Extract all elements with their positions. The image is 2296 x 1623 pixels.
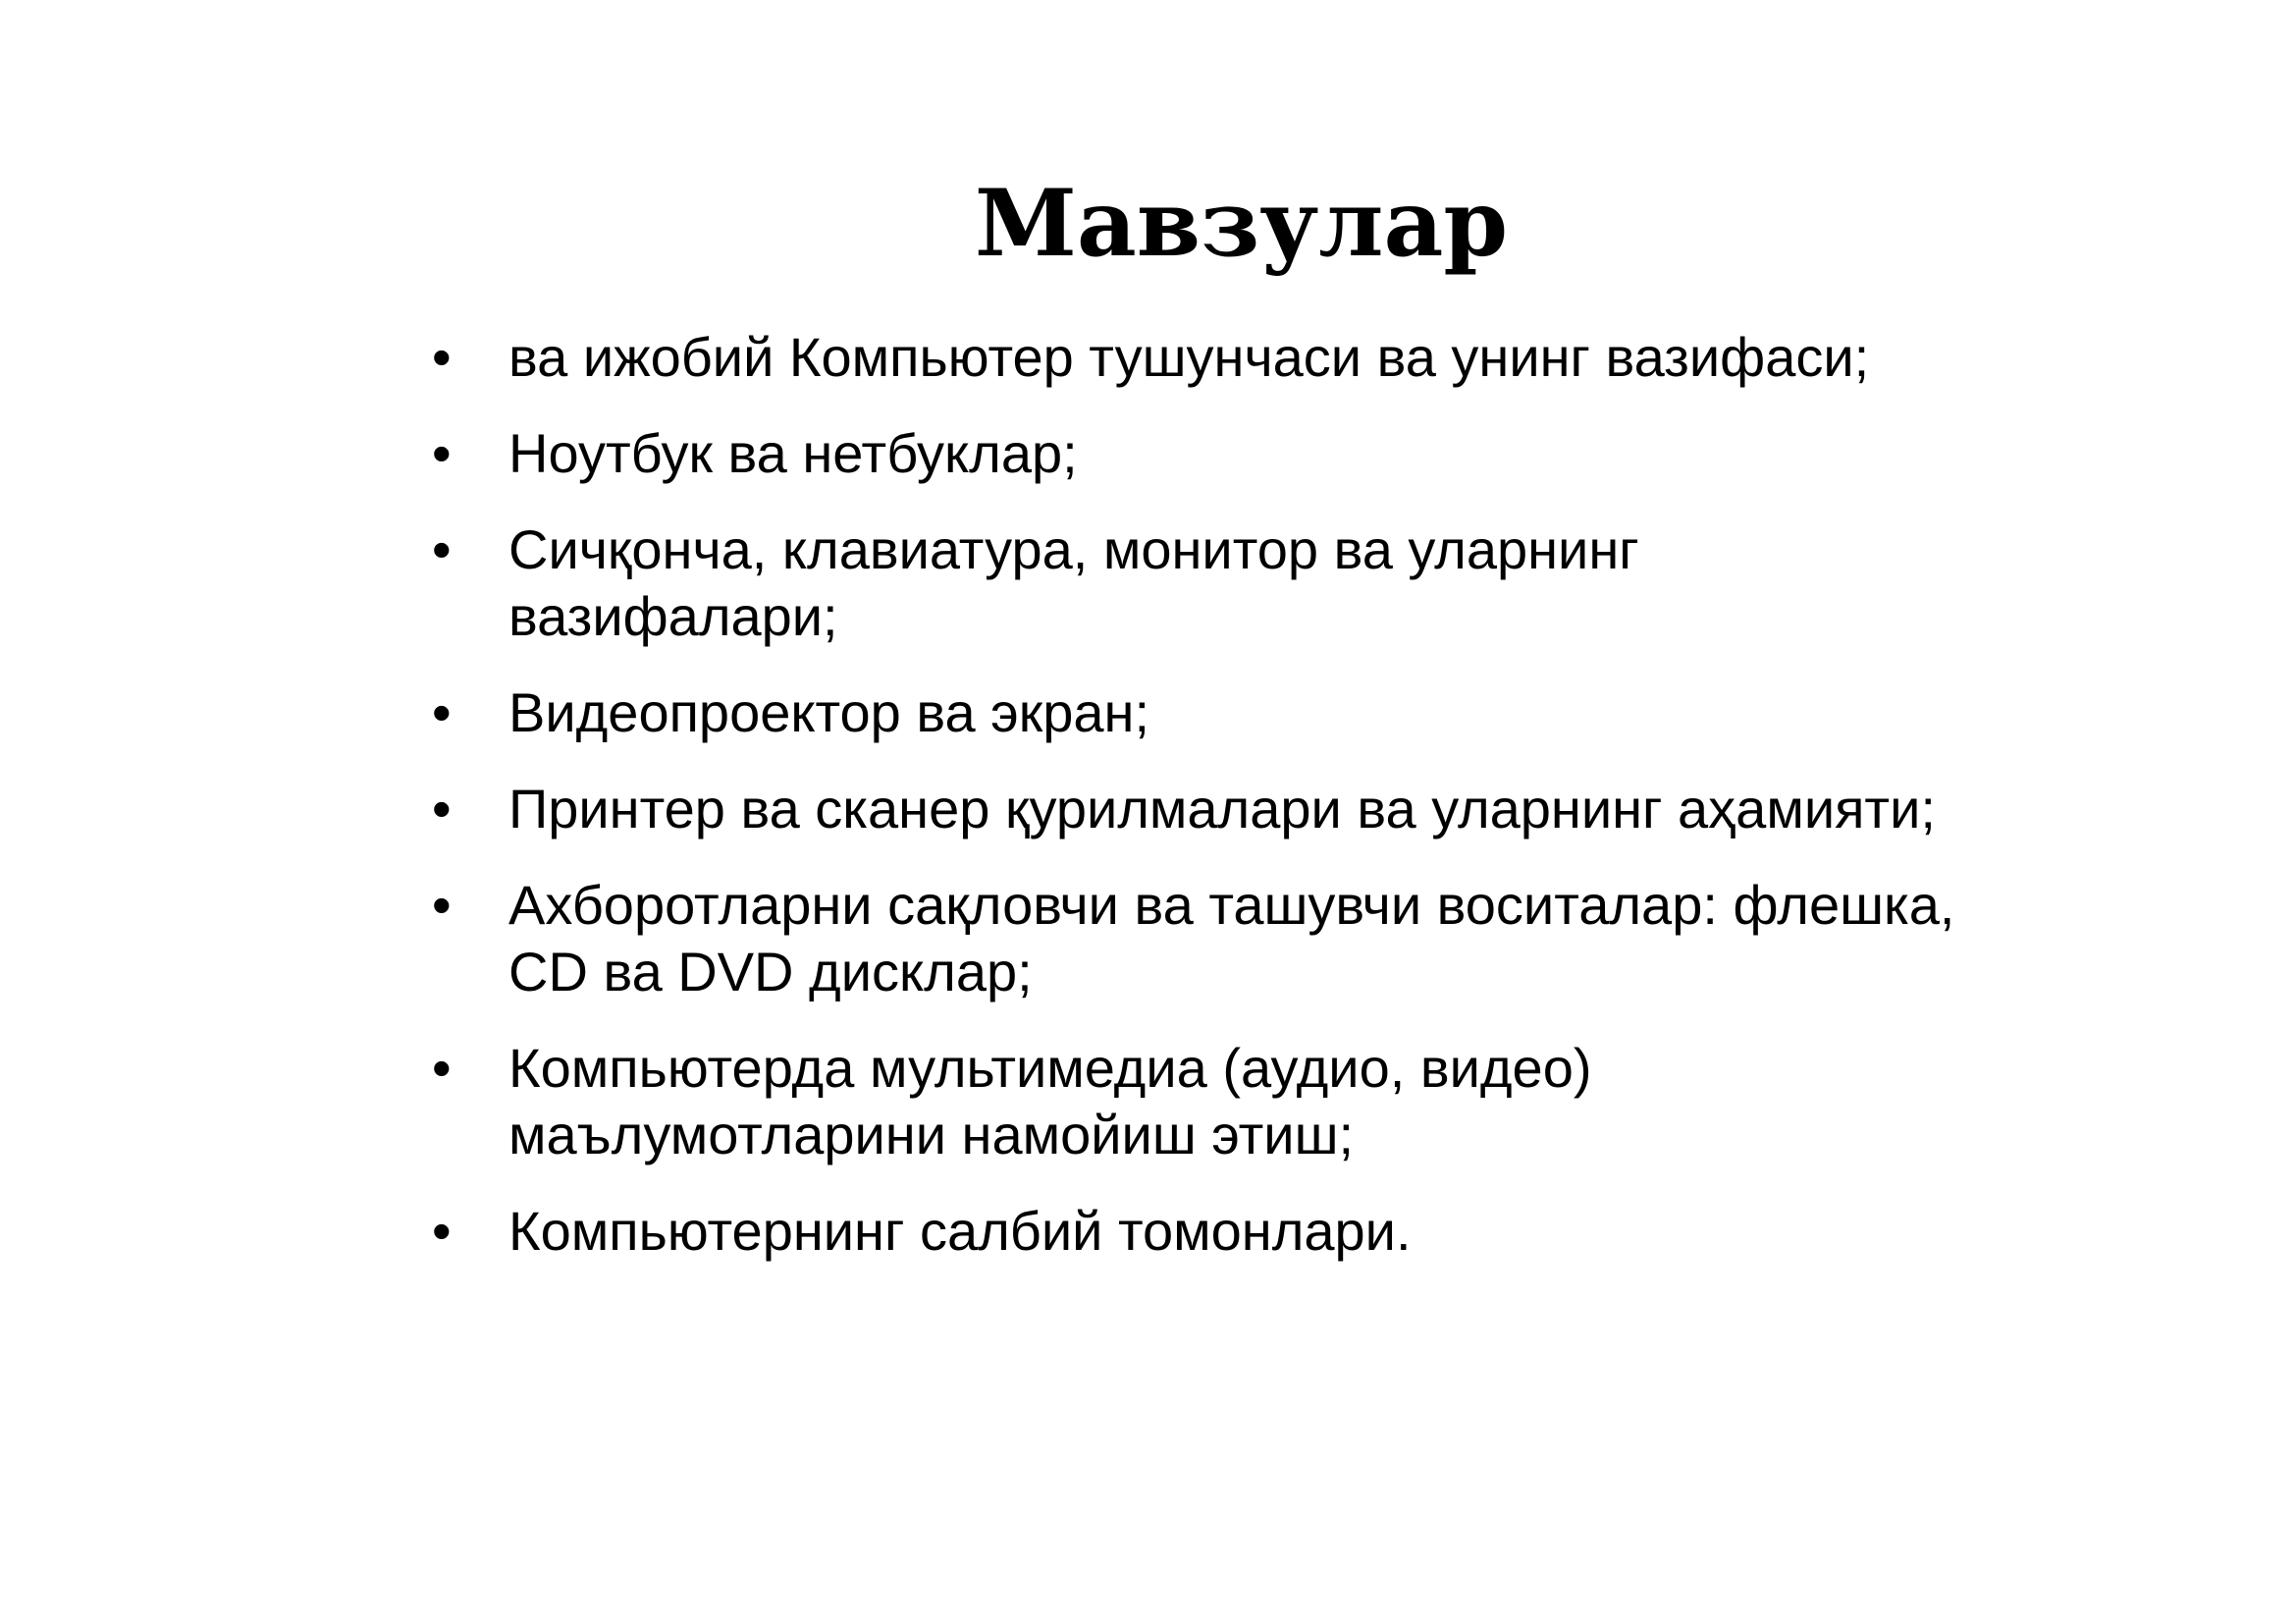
slide-title: Мавзулар	[974, 170, 1509, 278]
bullet-icon: •	[432, 874, 452, 936]
topic-item-3	[432, 516, 1963, 650]
bullet-icon: •	[432, 326, 452, 388]
topic-text: Сичқонча, клавиатура, монитор ва уларнинг вазифалари;	[508, 518, 1639, 647]
topic-text: Ахборотларни сақловчи ва ташувчи воситалар: флешка, CD ва DVD дисклар;	[508, 874, 1955, 1002]
topic-text: Видеопроектор ва экран;	[508, 681, 1150, 743]
topic-item-2	[432, 420, 1963, 487]
topic-item-1	[432, 324, 1963, 391]
topic-item-7	[432, 1035, 1963, 1168]
bullet-icon: •	[432, 681, 452, 743]
bullet-icon: •	[432, 422, 452, 484]
topic-text: Принтер ва сканер қурилмалари ва уларнинг аҳамияти;	[508, 778, 1936, 839]
bullet-icon: •	[432, 1037, 452, 1099]
topic-item-4	[432, 679, 1963, 746]
bullet-icon: •	[432, 518, 452, 580]
topic-text: ва ижобий Компьютер тушунчаси ва унинг вазифаси;	[508, 326, 1870, 388]
topic-text: Компьютернинг салбий томонлари.	[508, 1200, 1412, 1262]
topic-text: Компьютерда мультимедиа (аудио, видео) маълумотларини намойиш этиш;	[508, 1037, 1592, 1165]
topic-text: Ноутбук ва нетбуклар;	[508, 422, 1078, 484]
topic-item-5	[432, 776, 1963, 842]
topic-item-8	[432, 1198, 1963, 1265]
topic-list	[432, 324, 1963, 1294]
bullet-icon: •	[432, 1200, 452, 1262]
bullet-icon: •	[432, 778, 452, 839]
topic-item-6	[432, 872, 1963, 1005]
